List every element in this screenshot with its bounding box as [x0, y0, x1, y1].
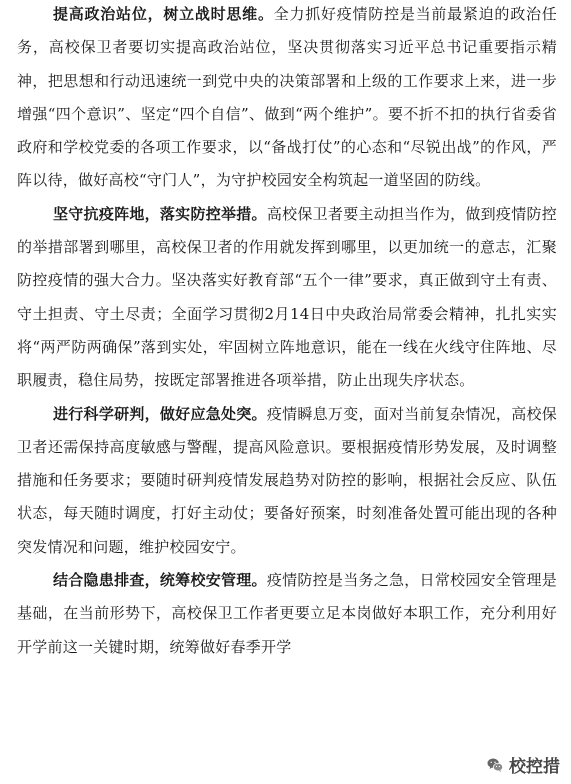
paragraph-body: 疫情防控是当务之急，日常校园安全管理是基础，在当前形势下，高校保卫工作者更要立足本岗做好本职工作，充分利用好开学前这一关键时期，统筹做好春季开学: [17, 571, 557, 656]
paragraph-political-stance: [17, 0, 557, 198]
paragraph-lead: 结合隐患排查，统筹校安管理。: [53, 571, 267, 590]
paragraph-hold-position: [17, 198, 557, 398]
paragraph-body: 疫情瞬息万变，面对当前复杂情况，高校保卫者还需保持高度敏感与警醒，提高风险意识。要根据疫情形势发展，及时调整措施和任务要求；要随时研判疫情发展趋势对防控的影响，根据社会反应、队伍状态，每天随时调度，打好主动仗；要备好预案，时刻准备处置可能出现的各种突发情况和问题，维护校园安宁。: [17, 404, 557, 556]
wechat-logo-icon: [486, 756, 504, 774]
paragraph-body: 高校保卫者要主动担当作为，做到疫情防控的举措部署到哪里，高校保卫者的作用就发挥到哪里，以更加统一的意志，汇聚防控疫情的强大合力。坚决落实好教育部“五个一律”要求，真正做到守土有责、守土担责、守土尽责；全面学习贯彻2月14日中央政治局常委会精神，扎扎实实将“两严防两确保”落到实处，牢固树立阵地意识，能在一线在火线守住阵地、尽职履责，稳住局势，按既定部署推进各项举措，防止出现失序状态。: [17, 204, 557, 390]
watermark: [483, 751, 563, 778]
paragraph-body: 全力抓好疫情防控是当前最紧迫的政治任务，高校保卫者要切实提高政治站位，坚决贯彻落实习近平总书记重要指示精神，把思想和行动迅速统一到党中央的决策部署和上级的工作要求上来，进一步增强“四个意识”、坚定“四个自信”、做到“两个维护”。要不折不扣的执行省委省政府和学校党委的各项工作要求，以“备战打仗”的心态和“尽锐出战”的作风，严阵以待，做好高校“守门人”，为守护校园安全构筑起一道坚固的防线。: [17, 5, 557, 190]
paragraph-hazard-inspection: [17, 564, 557, 664]
paragraph-lead: 进行科学研判，做好应急处突。: [53, 404, 267, 423]
paragraph-lead: 坚守抗疫阵地，落实防控举措。: [53, 204, 267, 223]
watermark-text: 校控措: [509, 757, 560, 777]
paragraph-lead: 提高政治站位，树立战时思维。: [53, 5, 274, 23]
paragraph-scientific-judgment: [17, 398, 557, 564]
